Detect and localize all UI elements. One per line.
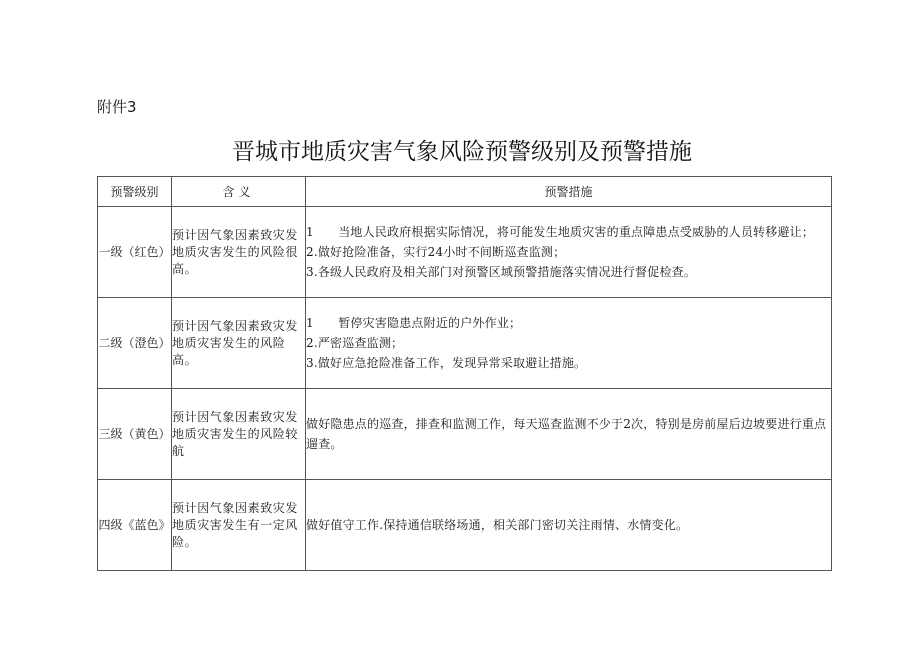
measures-cell [306,298,832,389]
table-row-level-1 [98,207,832,298]
header-measures: 预警措施 [306,177,832,207]
header-level: 预警级别 [98,177,172,207]
table-header-row [98,177,832,207]
measures-cell [306,480,832,571]
header-meaning: 含义 [172,177,306,207]
measure-item: 3.各级人民政府及相关部门对预警区域预警措施落实情况进行督促检查。 [306,265,697,279]
measures-cell [306,207,832,298]
measure-item: 做好值守工作.保持通信联络场通，相关部门密切关注雨情、水情变化。 [306,518,689,532]
meaning-cell: 预计因气象因素致灾发地质灾害发生的风险较航 [172,389,306,480]
measure-item: 1 当地人民政府根据实际情况，将可能发生地质灾害的重点障患点受威胁的人员转移避让； [306,225,815,239]
meaning-cell: 预计因气象因素致灾发地质灾害发生有一定风险。 [172,480,306,571]
table-row-level-3 [98,389,832,480]
measure-item: 2.做好抢险准备，实行24小时不间断巡查监测； [306,245,566,259]
measures-cell [306,389,832,480]
table-row-level-2 [98,298,832,389]
attachment-label: 附件3 [97,98,137,116]
level-cell: 四级《蓝色》 [98,480,172,571]
warning-level-table [97,176,832,571]
measure-item: 3.做好应急抢险准备工作，发现异常采取避让措施。 [306,356,587,370]
level-cell: 三级（黄色） [98,389,172,480]
document-title: 晋城市地质灾害气象风险预警级别及预警措施 [232,139,692,165]
level-cell: 二级（澄色） [98,298,172,389]
measure-item: 2.严密巡查监测； [306,336,404,350]
level-cell: 一级（红色） [98,207,172,298]
meaning-cell: 预计因气象因素致灾发地质灾害发生的风险高。 [172,298,306,389]
meaning-cell: 预计因气象因素致灾发地质灾害发生的风险很高。 [172,207,306,298]
table-row-level-4 [98,480,832,571]
measure-item: 做好隐患点的巡查，排查和监测工作，每天巡查监测不少于2次，特别是房前屋后边坡要进行重点遛查。 [306,417,827,451]
measure-item: 1 暂停灾害隐患点附近的户外作业； [306,316,522,330]
